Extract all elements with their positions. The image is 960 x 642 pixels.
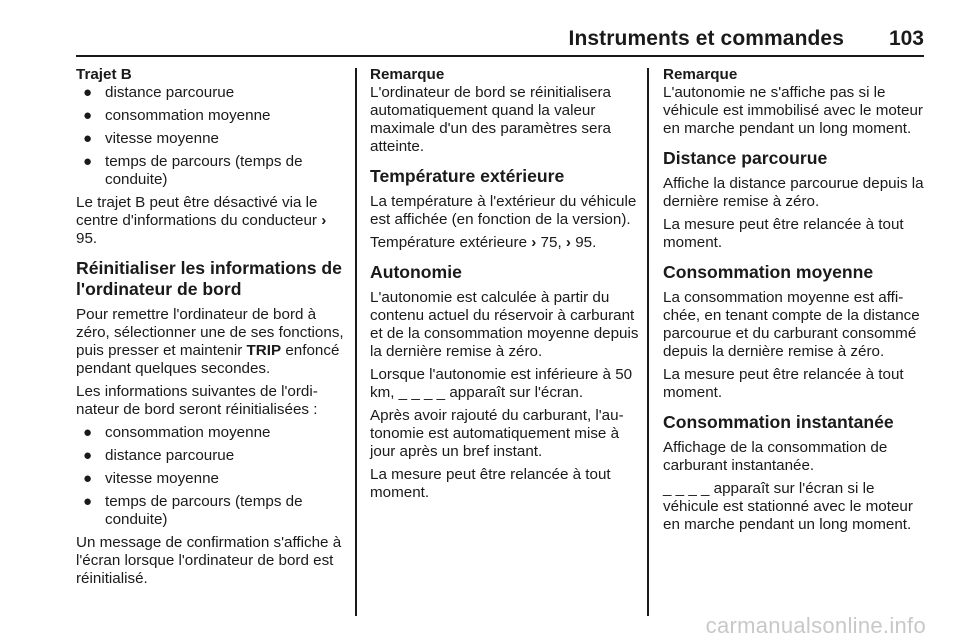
watermark: carmanualsonline.info — [705, 613, 926, 638]
bullet-icon: ● — [83, 107, 93, 124]
bullet-icon: ● — [83, 493, 93, 510]
bullet-icon: ● — [83, 153, 93, 170]
trip-b-note: Le trajet B peut être désactivé via le centre d'informations du conducteur › 95. — [76, 194, 327, 247]
page-ref-arrow-icon: › — [565, 234, 571, 251]
autonomy-paragraph-1: L'autonomie est calculée à partir du contenu actuel du réservoir à carburant et de la consommation moyenne depuis la dernière remise à zéro. — [370, 289, 639, 360]
reset-paragraph-2: Les informations suivantes de l'ordinateur de bord seront réinitialisées : — [76, 383, 318, 418]
column-divider-1 — [355, 68, 357, 616]
bullet-icon: ● — [83, 84, 93, 101]
page-ref[interactable]: 95. — [76, 230, 98, 247]
average-consumption-paragraph-1: La consommation moyenne est affichée, en tenant compte de la distance parcourue et du carburant consommé depuis la dernière remise à zéro. — [663, 289, 920, 360]
trip-b-title: Trajet B — [76, 66, 132, 83]
instant-consumption-paragraph-1: Affichage de la consommation de carburant instantanée. — [663, 439, 888, 474]
distance-heading: Distance parcourue — [663, 148, 828, 168]
note-body: L'ordinateur de bord se réinitialisera automatiquement quand la valeur maximale d'un des paramètres sera atteinte. — [370, 84, 611, 155]
temperature-paragraph-2: Température extérieure › 75, › 95. — [370, 234, 597, 251]
page-number: 103 — [888, 27, 924, 50]
autonomy-paragraph-2: Lorsque l'autonomie est inférieure à 50 km, _ _ _ _ apparaît sur l'écran. — [370, 366, 633, 401]
list-item: ● temps de parcours (temps de conduite) — [83, 493, 303, 528]
list-item: ● consommation moyenne — [83, 424, 271, 441]
list-item: ● temps de parcours (temps de conduite) — [83, 153, 303, 188]
temperature-paragraph-1: La température à l'extérieur du véhicule est affichée (en fonction de la version). — [370, 193, 637, 228]
bullet-icon: ● — [83, 447, 93, 464]
column-2 — [370, 66, 640, 507]
header-divider — [76, 55, 924, 57]
bullet-icon: ● — [83, 130, 93, 147]
page-ref-arrow-icon: › — [321, 212, 327, 229]
instant-consumption-heading: Consommation instantanée — [663, 412, 894, 432]
page-ref[interactable]: 75, — [540, 234, 562, 251]
reset-heading: Réinitialiser les informations de l'ordinateur de bord — [76, 258, 342, 299]
distance-paragraph-1: Affiche la distance parcourue depuis la dernière remise à zéro. — [663, 175, 924, 210]
page-ref-arrow-icon: › — [531, 234, 537, 251]
note-title: Remarque — [370, 66, 445, 83]
list-item: ● distance parcourue — [83, 447, 235, 464]
instant-consumption-paragraph-2: _ _ _ _ apparaît sur l'écran si le véhicule est stationné avec le moteur en marche pendant un long moment. — [663, 480, 913, 533]
trip-button-label: TRIP — [246, 342, 282, 359]
column-divider-2 — [647, 68, 649, 616]
temperature-heading: Température extérieure — [370, 166, 565, 186]
note-body: L'autonomie ne s'affiche pas si le véhicule est immobilisé avec le moteur en marche pendant un long moment. — [663, 84, 923, 137]
list-item: ● consommation moyenne — [83, 107, 271, 124]
reset-list — [76, 424, 346, 529]
trip-b-list — [76, 84, 346, 189]
list-item: ● vitesse moyenne — [83, 470, 219, 487]
average-consumption-paragraph-2: La mesure peut être relancée à tout moment. — [663, 366, 904, 401]
autonomy-heading: Autonomie — [370, 262, 462, 282]
note-title: Remarque — [663, 66, 738, 83]
column-1 — [76, 66, 346, 593]
page-title: Instruments et commandes — [568, 27, 844, 50]
list-item: ● vitesse moyenne — [83, 130, 219, 147]
list-item: ● distance parcourue — [83, 84, 235, 101]
average-consumption-heading: Consommation moyenne — [663, 262, 874, 282]
distance-paragraph-2: La mesure peut être relancée à tout moment. — [663, 216, 904, 251]
autonomy-paragraph-4: La mesure peut être relancée à tout moment. — [370, 466, 611, 501]
reset-paragraph-3: Un message de confirmation s'affiche à l'écran lorsque l'ordinateur de bord est réinitialisé. — [76, 534, 342, 587]
autonomy-paragraph-3: Après avoir rajouté du carburant, l'autonomie est automatiquement mise à jour après un bref instant. — [370, 407, 624, 460]
bullet-icon: ● — [83, 424, 93, 441]
column-3 — [663, 66, 933, 539]
page-ref[interactable]: 95. — [575, 234, 597, 251]
reset-paragraph-1: Pour remettre l'ordinateur de bord à zéro, sélectionner une de ses fonctions, puis presser et maintenir TRIP enfoncé pendant quelques secondes. — [76, 306, 344, 377]
bullet-icon: ● — [83, 470, 93, 487]
